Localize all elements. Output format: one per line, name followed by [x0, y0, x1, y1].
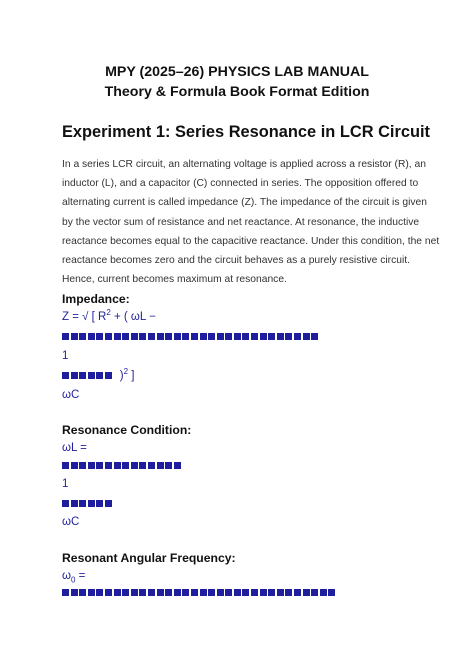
bar-square	[131, 589, 138, 596]
impedance-formula-line-1	[62, 308, 156, 323]
impedance-line1-prefix: Z = √ [ R	[62, 311, 107, 323]
bar-square	[96, 333, 103, 340]
bar-square	[62, 500, 69, 507]
impedance-fraction-bar-1	[62, 332, 320, 342]
resonant-frequency-fraction-bar	[62, 588, 337, 598]
bar-square	[303, 589, 310, 596]
bar-square	[131, 333, 138, 340]
bar-square	[294, 589, 301, 596]
bar-square	[114, 589, 121, 596]
bar-square	[242, 589, 249, 596]
bar-square	[88, 500, 95, 507]
paragraph-line: alternating current is called impedance (Z). The impedance of the circuit is given	[62, 197, 427, 209]
bar-square	[71, 333, 78, 340]
bar-square	[277, 333, 284, 340]
bar-square	[277, 589, 284, 596]
bar-square	[96, 589, 103, 596]
bar-square	[88, 462, 95, 469]
bar-square	[268, 589, 275, 596]
bar-square	[165, 462, 172, 469]
impedance-numerator: 1	[62, 350, 69, 362]
resonant-frequency-heading: Resonant Angular Frequency:	[62, 551, 236, 565]
bar-square	[148, 589, 155, 596]
bar-square	[165, 333, 172, 340]
resonant-frequency-sub: 0	[70, 575, 76, 585]
bar-square	[157, 589, 164, 596]
resonant-frequency-suffix: =	[75, 570, 86, 582]
bar-square	[242, 333, 249, 340]
bar-square	[114, 462, 121, 469]
bar-square	[225, 589, 232, 596]
bar-square	[285, 589, 292, 596]
impedance-line4-sup: 2	[123, 367, 129, 377]
bar-square	[114, 333, 121, 340]
paragraph-line: In a series LCR circuit, an alternating voltage is applied across a resistor (R), an	[62, 159, 426, 170]
bar-square	[174, 589, 181, 596]
bar-square	[251, 589, 258, 596]
bar-square	[311, 333, 318, 340]
bar-square	[285, 333, 292, 340]
bar-square	[131, 462, 138, 469]
bar-square	[200, 589, 207, 596]
bar-square	[182, 333, 189, 340]
bar-square	[71, 500, 78, 507]
bar-square	[294, 333, 301, 340]
bar-square	[165, 589, 172, 596]
bar-square	[148, 333, 155, 340]
bar-square	[139, 333, 146, 340]
bar-square	[260, 589, 267, 596]
impedance-denominator: ωC	[62, 389, 80, 401]
bar-square	[303, 333, 310, 340]
bar-square	[139, 589, 146, 596]
resonance-denominator: ωC	[62, 516, 80, 528]
bar-square	[200, 333, 207, 340]
bar-square	[174, 462, 181, 469]
bar-square	[225, 333, 232, 340]
resonance-fraction-bar-1	[62, 461, 182, 471]
bar-square	[268, 333, 275, 340]
bar-square	[88, 589, 95, 596]
bar-square	[217, 333, 224, 340]
bar-square	[88, 372, 95, 379]
bar-square	[191, 589, 198, 596]
bar-square	[320, 589, 327, 596]
bar-square	[122, 462, 129, 469]
theory-paragraph	[62, 155, 440, 289]
bar-square	[328, 589, 335, 596]
resonance-condition-heading: Resonance Condition:	[62, 423, 192, 437]
bar-square	[96, 500, 103, 507]
resonant-frequency-line-1	[62, 570, 86, 585]
bar-square	[79, 372, 86, 379]
impedance-line1-sup: 2	[106, 308, 111, 318]
impedance-line1-suffix: + ( ωL −	[110, 311, 156, 323]
bar-square	[71, 462, 78, 469]
bar-square	[260, 333, 267, 340]
paragraph-line: reactance becomes equal to the capacitive reactance. Under this condition, the net	[62, 235, 440, 247]
bar-square	[139, 462, 146, 469]
bar-square	[79, 333, 86, 340]
impedance-formula-line-4	[62, 367, 135, 382]
bar-square	[311, 589, 318, 596]
bar-square	[96, 372, 103, 379]
bar-square	[148, 462, 155, 469]
bar-square	[122, 333, 129, 340]
bar-square	[122, 589, 129, 596]
bar-square	[174, 333, 181, 340]
bar-square	[208, 333, 215, 340]
bar-square	[62, 589, 69, 596]
bar-square	[71, 589, 78, 596]
bar-square	[157, 462, 164, 469]
bar-square	[62, 333, 69, 340]
resonance-fraction-bar-2	[62, 499, 114, 509]
bar-square	[62, 462, 69, 469]
document-title-line-2: Theory & Formula Book Format Edition	[104, 84, 370, 100]
impedance-heading: Impedance:	[62, 292, 130, 306]
bar-square	[79, 500, 86, 507]
bar-square	[157, 333, 164, 340]
bar-square	[62, 372, 69, 379]
bar-square	[234, 333, 241, 340]
document-title-line-1: MPY (2025–26) PHYSICS LAB MANUAL	[105, 64, 369, 80]
resonance-numerator: 1	[62, 478, 69, 490]
impedance-line4-suffix: )	[116, 370, 124, 382]
bar-square	[191, 333, 198, 340]
bar-square	[79, 462, 86, 469]
bar-square	[105, 333, 112, 340]
experiment-heading: Experiment 1: Series Resonance in LCR Circuit	[62, 123, 430, 141]
bar-square	[105, 462, 112, 469]
bar-square	[105, 500, 112, 507]
bar-square	[182, 589, 189, 596]
resonance-formula-line-1: ωL =	[62, 442, 87, 454]
bar-square	[234, 589, 241, 596]
paragraph-line: reactance becomes zero and the circuit behaves as a purely resistive circuit.	[62, 255, 410, 267]
paragraph-line: Hence, current becomes maximum at resonance.	[62, 274, 287, 286]
bar-square	[96, 462, 103, 469]
impedance-fraction-bar-2	[62, 372, 114, 379]
bar-square	[79, 589, 86, 596]
paragraph-line: by the vector sum of resistance and net reactance. At resonance, the inductive	[62, 216, 420, 228]
bar-square	[217, 589, 224, 596]
bar-square	[71, 372, 78, 379]
bar-square	[105, 372, 112, 379]
bar-square	[88, 333, 95, 340]
bar-square	[105, 589, 112, 596]
bar-square	[251, 333, 258, 340]
bar-square	[208, 589, 215, 596]
paragraph-line: inductor (L), and a capacitor (C) connected in series. The opposition offered to	[62, 178, 419, 190]
impedance-line4-end: ]	[128, 370, 135, 382]
resonant-frequency-prefix: ω	[62, 570, 71, 582]
